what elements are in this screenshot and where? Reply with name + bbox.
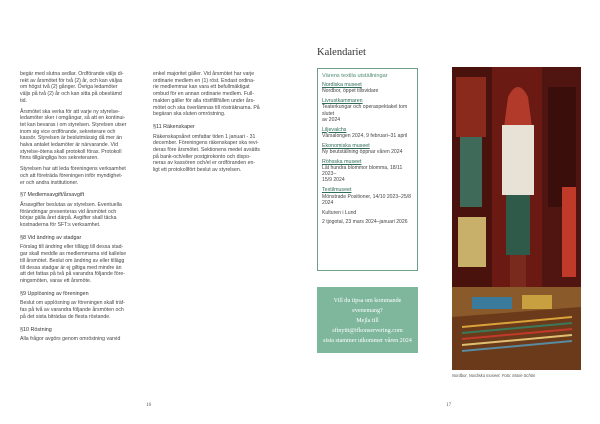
museum-photo-illustration	[452, 67, 581, 370]
exhibition-details: Ny beutställning öppnar våren 2024	[322, 148, 403, 155]
exhibition-details: 2 tjogotal, 23 mars 2024–januari 2026	[322, 218, 408, 225]
exhibitions-list	[322, 82, 413, 206]
photo-caption: Nordbor, Nordiska museet. Foto: Marie Schön	[452, 373, 536, 378]
exhibition-venue-link[interactable]: Röhsska museet	[322, 158, 362, 165]
paragraph: Förslag till ändring eller tillägg till dessa stad- gar skall meddle as medlemmarna vid kallelse till årsmötet. Beslut om ändring av eller tillägg till dessa stadgar är ej giltiga med mindre än att det fattas på två på varandra följande före- ningsmöten, varav ett årsmöte.	[20, 244, 127, 284]
text-column-left	[20, 71, 144, 347]
section-heading: §7 Medlemsavgift/årsavgift	[20, 192, 85, 199]
section-heading: §11 Räkenskaper	[153, 123, 195, 130]
exhibition-venue-link[interactable]: Ekonomiska museet	[322, 142, 370, 149]
exhibition-entry	[322, 159, 413, 184]
section-heading: §9 Upplösning av föreningen	[20, 290, 89, 297]
exhibition-entry	[322, 127, 413, 140]
page-number-right: 17	[446, 402, 452, 408]
paragraph: enkel majoritet gäller. Vid årsmötet har varje ordinarie medlem en (1) röst. Endast ordina- rie medlemmar kan vara ett befullmäktigat ombud för en annan ordinarie medlem. Full- makten gäller för alla röstfilllfällen under års- mötet och ska överlämnas till rösträknarna. På begäran ska sluten omröstning.	[153, 71, 260, 118]
exhibition-details: Mönstrade Positioner, 14/10 2023–25/8 2024	[322, 193, 411, 206]
exhibition-details: Lät hundra blommor blomma, 18/11 2023– 15/9 2024	[322, 165, 403, 184]
exhibition-details: Vårsalongen 2024, 9 februari–31 april	[322, 132, 408, 139]
exhibition-entry	[322, 187, 413, 206]
exhibition-venue-link[interactable]: Livrustkammaren	[322, 98, 363, 105]
exhibition-venue: Kulturen i Lund	[322, 209, 357, 216]
paragraph: Styrelsen har att leda föreningens verksamhet och att företräda föreningen inför myndighet- er och andra institutioner.	[20, 166, 126, 186]
exhibition-venue-link[interactable]: Liljevalchs	[322, 126, 347, 133]
page-number-left: 16	[146, 402, 152, 408]
section-heading: §10 Röstning	[20, 326, 52, 333]
exhibition-entry	[322, 143, 413, 156]
paragraph: Alla frågor avgörs genom omröstning varvid	[20, 336, 121, 343]
museum-photo	[452, 67, 581, 370]
paragraph: Årsmötet ska verka för att varje ny styrelse- ledamöter sker i omgångar, så att en kontinui- tet kan bevaras i om styrelsen. Styrelsen utser inom sig vice ordförande, sekreterare och kassör. Styrelsen är beslutmässig då mer än halva antalet ledamöter är närvarande. Vid styrelse-ötena skall protokoll föras. Protokoll finns tillgängliga hos sekreteraren.	[20, 108, 127, 162]
exhibition-entry	[322, 82, 413, 95]
calendar-title: Kalendariet	[317, 47, 366, 58]
exhibition-details: Nordbor, öppet tillsvidare	[322, 88, 379, 95]
exhibition-venue-link[interactable]: Nordiska museet	[322, 82, 362, 88]
text-column-right	[153, 71, 279, 178]
exhibition-venue-link[interactable]: Textilmuseet	[322, 187, 352, 194]
paragraph: Beslut om upplösning av föreningen skall träf- fas på två av varandra följande årsmöten och på det sista biträdas de flesta röstande.	[20, 300, 125, 320]
exhibition-details: Teaterkungar och operaspektakel tom slutet av 2024	[322, 104, 408, 123]
right-page	[300, 0, 600, 424]
paragraph: Räkenskapsåret omfattar tiden 1 januari - 31 december. Föreningens räkenskaper ska revi- deras före årsmötet. Sektionens medel avsätts på bank-och/eller postgirokonto och dispo- neras av kassören och/el er ordföranden en- ligt ett protokollfört beslut av styrelsen.	[153, 133, 260, 174]
section-heading: §8 Vid ändring av stadgar	[20, 234, 82, 241]
exhibition-entry	[322, 210, 413, 225]
exhibitions-box	[317, 68, 418, 271]
paragraph: Årsavgifter beslutas av styrelsen. Eventuella förändringar presenteras vid årsmötet och börjar gälla året därpå. Avgifter skall täcka kostnaderna för SFT:s verksamhet.	[20, 201, 122, 229]
exhibitions-heading: Värens textila utställningar	[322, 73, 388, 79]
tips-callout: Vill du tipsa om kommande evenemang? Mejla till sftnyttt@tfkonservering.com sista stammer utkommer våren 2024	[317, 287, 418, 353]
exhibition-entry	[322, 98, 413, 123]
paragraph: begär med slutna sedlar. Ordförande väljs di- rekt av årsmötet för två (2) år, och kan väljas om högst två (2) gånger. Övriga ledamöter väljs på två (2) år och kan sitta på obestämd tid.	[20, 71, 124, 104]
